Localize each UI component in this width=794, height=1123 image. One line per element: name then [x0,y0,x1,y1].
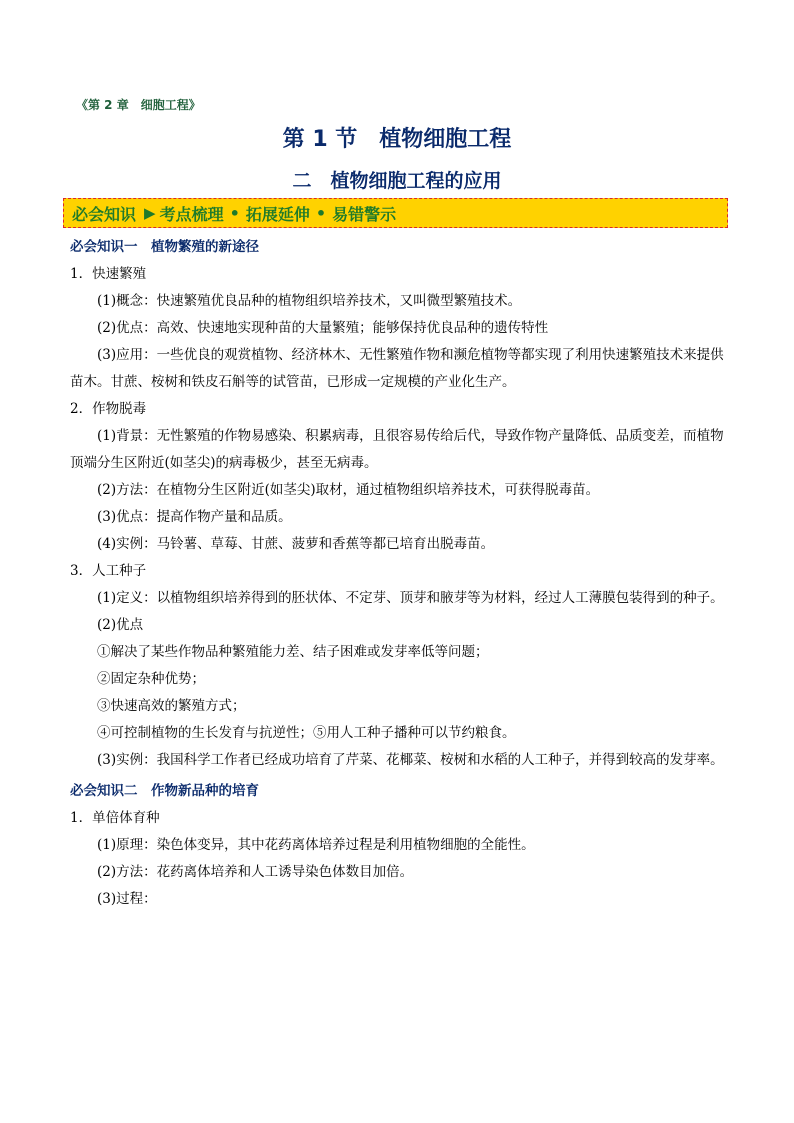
paragraph: (3)应用：一些优良的观赏植物、经济林木、无性繁殖作物和濒危植物等都实现了利用快速繁殖技术来提供苗木。甘蔗、桉树和铁皮石斛等的试管苗，已形成一定规模的产业化生产。 [70,347,724,390]
paragraph: (3)过程： [97,891,157,907]
section-title: 第 1 节 植物细胞工程 [282,127,512,152]
chapter-reference: 《第 2 章 细胞工程》 [76,98,201,112]
paragraph: (3)实例：我国科学工作者已经成功培育了芹菜、花椰菜、桉树和水稻的人工种子，并得到较高的发芽率。 [97,752,724,768]
paragraph: (1)原理：染色体变异，其中花药离体培养过程是利用植物细胞的全能性。 [97,837,535,853]
banner-item: 拓展延伸 [245,204,310,224]
paragraph: (4)实例：马铃薯、草莓、甘蔗、菠萝和香蕉等都已培育出脱毒苗。 [97,536,495,552]
banner-item: 考点梳理 [159,204,224,224]
play-arrow-icon: ▶ [144,204,156,222]
paragraph: (2)优点 [97,617,144,633]
banner-item: 易错警示 [332,204,397,224]
paragraph: ①解决了某些作物品种繁殖能力差、结子困难或发芽率低等问题； [97,644,489,660]
item-title: 1．单倍体育种 [70,810,160,826]
paragraph: (1)定义：以植物组织培养得到的胚状体、不定芽、顶芽和腋芽等为材料，经过人工薄膜包装得到的种子。 [97,590,724,606]
paragraph: ②固定杂种优势； [97,671,205,687]
knowledge-heading: 必会知识二 作物新品种的培育 [70,783,259,799]
banner-label: 必会知识 [72,204,137,224]
item-title: 2．作物脱毒 [70,401,147,417]
paragraph: (1)概念：快速繁殖优良品种的植物组织培养技术，又叫微型繁殖技术。 [97,293,522,309]
item-title: 3．人工种子 [70,563,147,579]
sub-title: 二 植物细胞工程的应用 [292,170,502,192]
knowledge-heading: 必会知识一 植物繁殖的新途径 [70,239,259,255]
item-title: 1．快速繁殖 [70,266,147,282]
knowledge-banner [63,198,728,228]
paragraph: (2)优点：高效、快速地实现种苗的大量繁殖；能够保持优良品种的遗传特性 [97,320,549,336]
bullet-dot-icon: • [315,203,327,223]
paragraph: (1)背景：无性繁殖的作物易感染、积累病毒，且很容易传给后代，导致作物产量降低、品质变差，而植物顶端分生区附近(如茎尖)的病毒极少，甚至无病毒。 [70,428,724,471]
document-body [70,234,725,913]
paragraph: (3)优点：提高作物产量和品质。 [97,509,292,525]
paragraph: ④可控制植物的生长发育与抗逆性；⑤用人工种子播种可以节约粮食。 [97,725,516,741]
bullet-dot-icon: • [229,203,240,223]
paragraph: (2)方法：在植物分生区附近(如茎尖)取材，通过植物组织培养技术，可获得脱毒苗。 [97,482,600,498]
paragraph: ③快速高效的繁殖方式； [97,698,246,714]
paragraph: (2)方法：花药离体培养和人工诱导染色体数目加倍。 [97,864,414,880]
